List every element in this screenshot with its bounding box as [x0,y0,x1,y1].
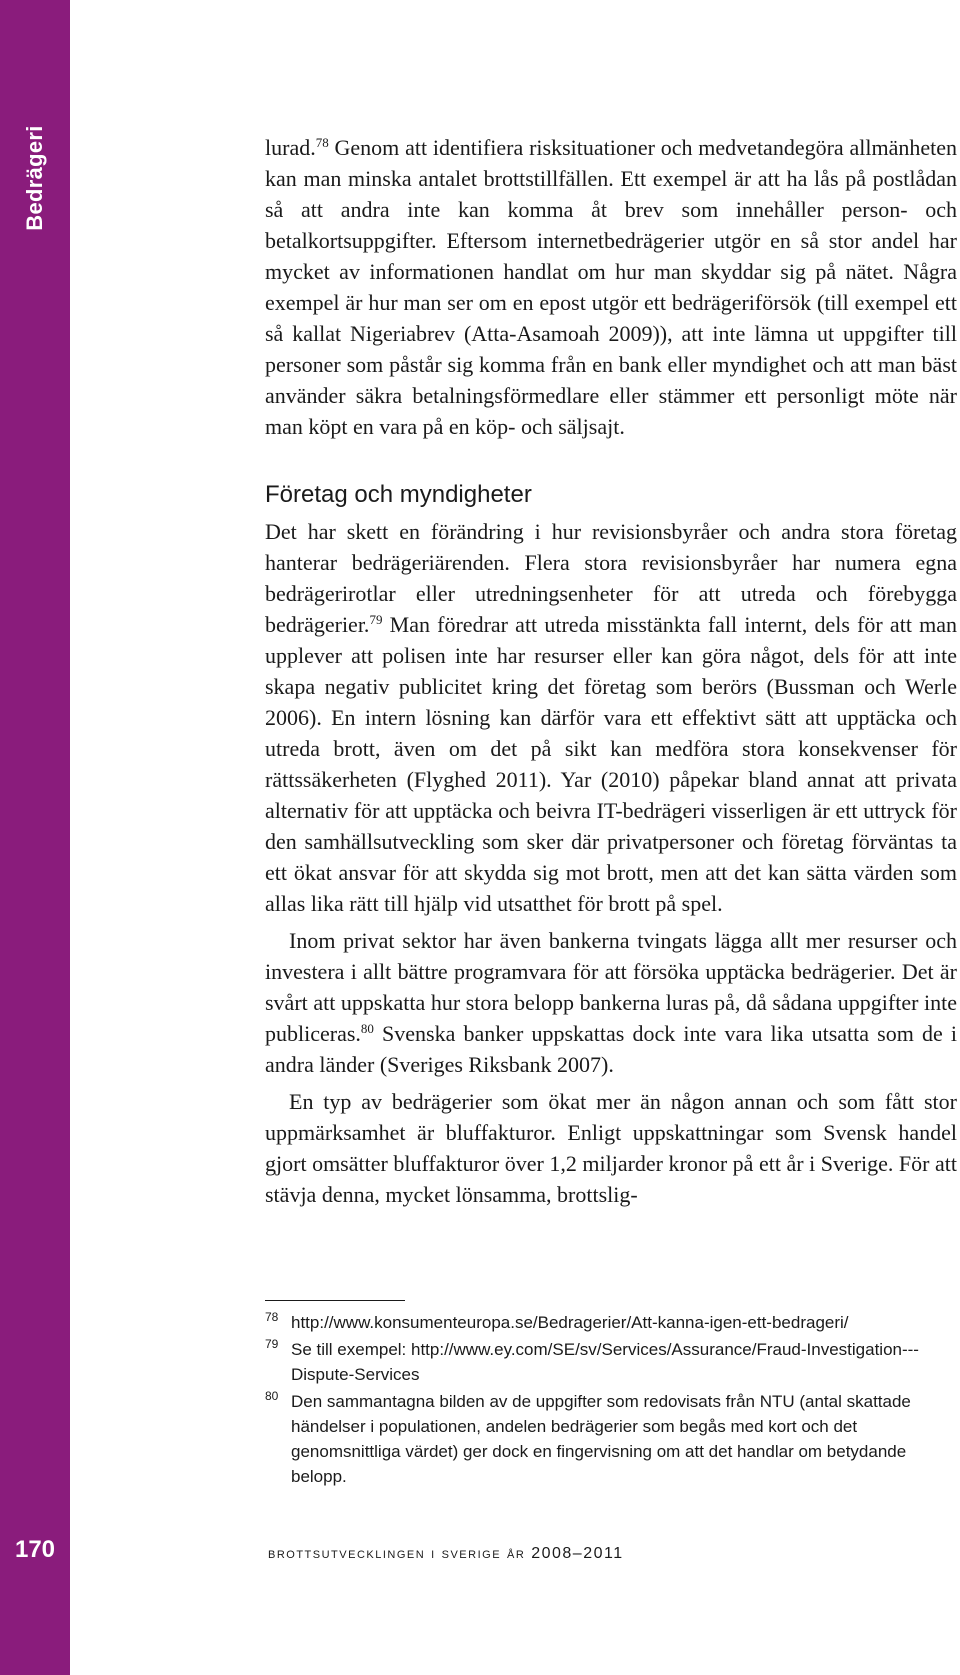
main-content [265,132,957,1210]
paragraph-1 [265,132,957,442]
paragraph-4: En typ av bedrägerier som ökat mer än någon annan och som fått stor uppmärksamhet är bluffakturor. Enligt uppskattningar som Svensk handel gjort omsätter bluffakturor över 1,2 miljarder kronor på ett år i Sverige. För att stävja denna, mycket lönsamma, brottslig- [265,1089,957,1207]
paragraph-3 [265,925,957,1080]
running-footer: brottsutvecklingen i sverige år 2008–2011 [268,1545,624,1562]
paragraph-3-text-a: Inom privat sektor har även bankerna tvingats lägga allt mer resurser och investera i allt bättre programvara för att försöka upptäcka bedrägerier. Det är svårt att uppskatta hur stora belopp bankerna luras på, då sådana uppgifter inte publiceras. [265,928,957,1046]
section-heading: Företag och myndigheter [265,481,532,508]
footnote-rule [265,1300,405,1301]
footnotes [265,1310,957,1491]
sidebar-band [0,0,70,1675]
footnote-80 [265,1389,957,1489]
footnote-link[interactable]: http://www.konsumenteuropa.se/Bedragerier/Att-kanna-igen-ett-bedrageri/ [291,1313,849,1332]
footnote-79 [265,1337,957,1387]
footnote-ref-78: 78 [315,135,329,150]
paragraph-1-text: Genom att identifiera risksituationer och medvetandegöra allmänheten kan man minska antalet brottstillfällen. Ett exempel är att ha lås på postlådan så att andra inte kan komma åt brev som innehåller person- och betalkortsuppgifter. Eftersom internetbedrägerier utgör en så stor andel har mycket av informationen handlat om hur man skyddar sig på nätet. Några exempel är hur man ser om en epost utgör ett bedrägeriförsök (till exempel ett så kallat Nigeriabrev (Atta-Asamoah 2009)), att inte lämna ut uppgifter till personer som påstår sig komma från en bank eller myndighet och att man bäst använder säkra betalningsförmedlare eller stämmer ett personligt möte när man köpt en vara på en köp- och säljsajt. [265,135,957,439]
footnote-ref-80: 80 [360,1021,374,1036]
footnote-number: 79 [265,1337,279,1351]
footnote-text: Den sammantagna bilden av de uppgifter som redovisats från NTU (antal skattade händelser i populationen, andelen bedrägerier som begås med kort och det genomsnittliga värdet) ger dock en fingervisning om att det handlar om betydande belopp. [291,1392,911,1486]
footnote-78 [265,1310,957,1335]
paragraph-2-text-a: Det har skett en förändring i hur revisionsbyråer och andra stora företag hanterar bedrägeriärenden. Flera stora revisionsbyråer har numera egna bedrägerirotlar eller utredningsenheter för att utreda och förebygga bedrägerier. [265,519,957,637]
page-number: 170 [14,1536,56,1563]
footnote-ref-79: 79 [369,612,383,627]
footnote-text: Se till exempel: http://www.ey.com/SE/sv/Services/Assurance/Fraud-Investigation---Dispute-Services [291,1340,919,1384]
footnote-number: 80 [265,1389,279,1403]
section-label: Bedrägeri [22,125,47,231]
footnote-number: 78 [265,1310,279,1324]
paragraph-3-text-b: Svenska banker uppskattas dock inte vara lika utsatta som de i andra länder (Sveriges Riksbank 2007). [265,1021,957,1077]
paragraph-2 [265,516,957,919]
paragraph-2-text-b: Man föredrar att utreda misstänkta fall internt, dels för att man upplever att polisen inte har resurser eller kan göra något, dels för att inte skapa negativ publicitet kring det företag som berörs (Bussman och Werle 2006). En intern lösning kan därför vara ett effektivt sätt att upptäcka och utreda brott, även om det på sikt kan medföra stora konsekvenser för rättssäkerheten (Flyghed 2011). Yar (2010) påpekar bland annat att privata alternativ för att upptäcka och beivra IT-bedrägeri visserligen är ett uttryck för den samhällsutveckling som sker där privatpersoner och företag förväntas ta ett ökat ansvar för att skydda sig mot brott, men att det kan sätta värden som allas lika rätt till hjälp vid utsatthet för brott på spel. [265,612,957,916]
paragraph-1-lead: lurad. [265,135,316,160]
